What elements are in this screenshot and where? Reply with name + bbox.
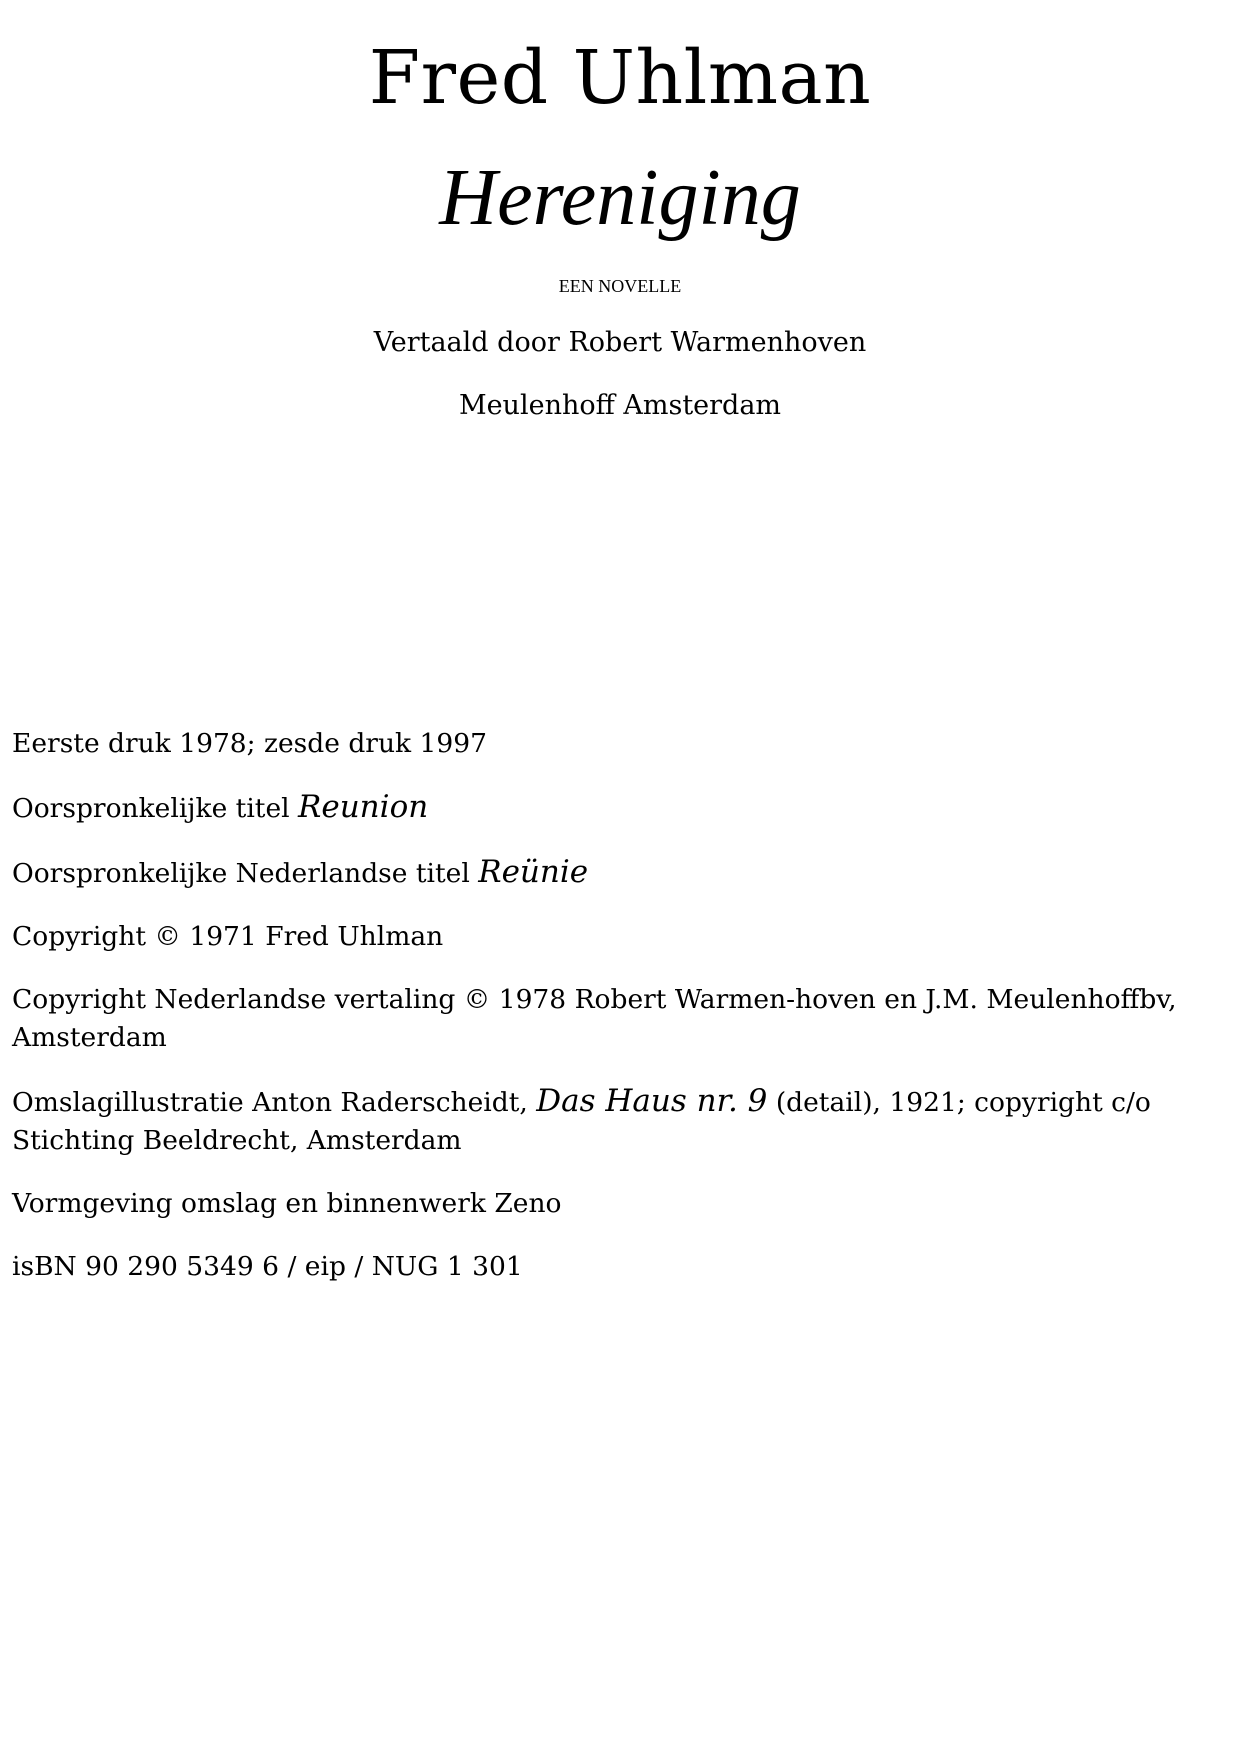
author-name: Fred Uhlman [368,35,872,121]
original-dutch-title-line [12,853,1227,893]
book-subtitle: EEN NOVELLE [558,276,682,296]
original-dutch-title-label: Oorspronkelijke Nederlandse titel [12,858,479,889]
cover-illustration-credit [12,1082,1227,1160]
printing-history: Eerste druk 1978; zesde druk 1997 [12,728,487,759]
copyright-translation: Copyright Nederlandse vertaling © 1978 Robert Warmen-hoven en J.M. Meulenhoffbv, Amsterdam [12,984,1177,1053]
original-title-line [12,788,1227,828]
isbn-line: isBN 90 290 5349 6 / eip / NUG 1 301 [12,1251,523,1282]
original-dutch-title: Reünie [478,854,589,890]
cover-illustration-work: Das Haus nr. 9 [536,1083,768,1119]
original-title-label: Oorspronkelijke titel [12,793,299,824]
cover-illustration-prefix: Omslagillustratie Anton Raderscheidt, [12,1087,537,1118]
design-credit: Vormgeving omslag en binnenwerk Zeno [12,1188,562,1219]
translator-credit: Vertaald door Robert Warmenhoven [373,327,867,358]
cover-illustration-suffix: (detail), 1921; copyright c/o Stichting Beeldrecht, Amsterdam [12,1087,1151,1156]
publisher-credit: Meulenhoff Amsterdam [458,390,782,421]
original-title: Reunion [298,789,429,825]
copyright-original: Copyright © 1971 Fred Uhlman [12,921,444,952]
colophon [12,725,1227,1311]
book-title: Hereniging [439,154,801,242]
